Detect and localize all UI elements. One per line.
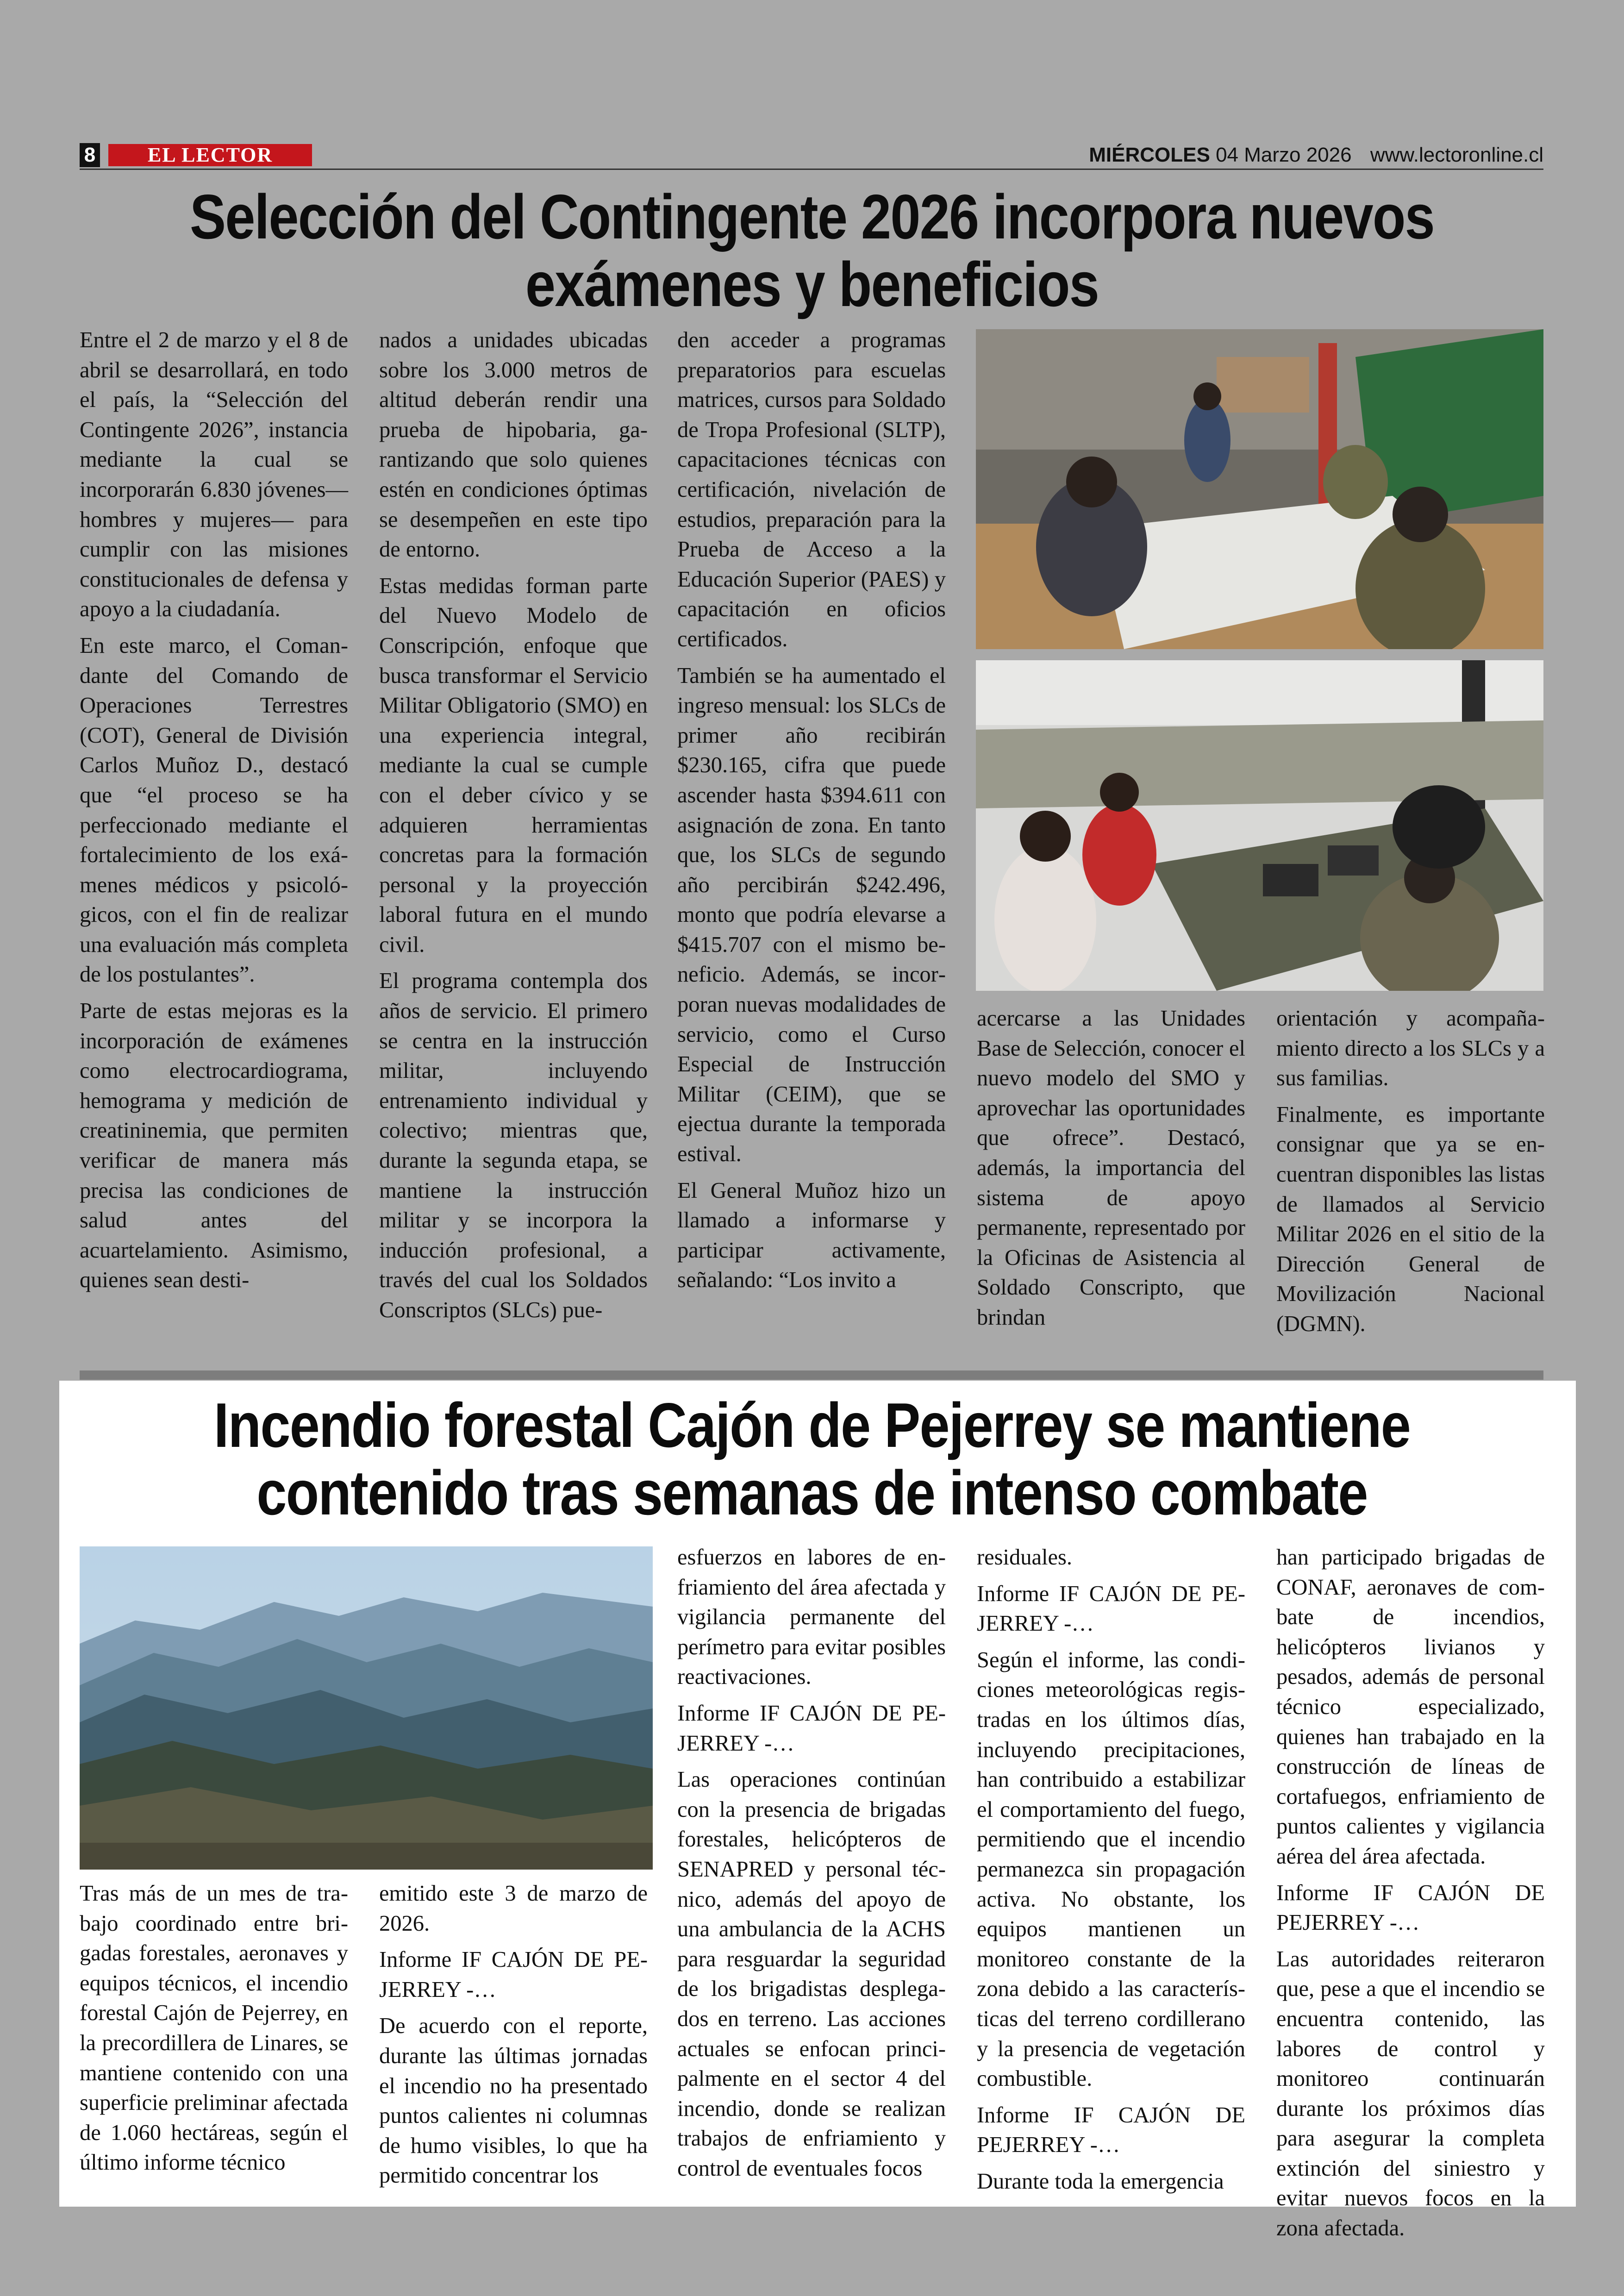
paragraph: En este marco, el Comandante del Comando de Operaciones Terrestres (COT), General de División Carlos Muñoz D., destacó que “el proceso se ha perfeccionado mediante el fortalecimiento de los exámenes médicos y psicológicos, con el fin de realizar una evaluación más completa de los postulantes”. (80, 633, 348, 987)
paragraph: den acceder a programas preparatorios para escuelas matrices, cursos para Soldado de Tropa Profesional (SLTP), capacitaciones técnicas con certificación, nivelación de estudios, preparación para la Prueba de Acceso a la Educación Superior (PAES) y capacitación en oficios certificados. (677, 328, 946, 651)
paragraph: acercarse a las Unidades Base de Selección, conocer el nuevo modelo del SMO y aprovechar las oportunidades que ofrece”. Destacó, además, la importancia del sistema de apoyo permanente, representado por la Oficinas de Asistencia al Soldado Conscripto, que brindan (977, 1006, 1245, 1330)
article1-column-4 (977, 1004, 1245, 1333)
page-number: 8 (80, 143, 100, 167)
paragraph: esfuerzos en labores de enfriamiento del área afectada y vigilancia permanente del perímetro para evitar posibles reactivaciones. (677, 1545, 946, 1689)
page-header (80, 141, 1543, 170)
issue-date: 04 Marzo 2026 (1216, 144, 1352, 166)
article1-column-3 (677, 325, 946, 1295)
issue-day: MIÉRCOLES (1089, 144, 1210, 166)
paragraph: orientación y acompañamiento directo a los SLCs y a sus familias. (1276, 1006, 1545, 1091)
article2-column-1 (80, 1879, 348, 2178)
article1-column-5 (1276, 1004, 1545, 1339)
paragraph: Según el informe, las condiciones meteorológicas registradas en los últimos días, incluyendo precipitaciones, han contribuido a estabilizar el comportamiento del fuego, permitiendo que el incendio permanezca sin propagación activa. No obstante, los equipos mantienen un monitoreo constante de la zona debido a las características del terreno cordillerano y la presencia de vegetación combustible. (977, 1647, 1245, 2091)
article2-column-3 (677, 1543, 946, 2183)
article1-headline-line2: exámenes y beneficios (525, 249, 1099, 319)
forest-fire-landscape-photo (80, 1546, 653, 1870)
paragraph: emitido este 3 de marzo de 2026. (379, 1881, 648, 1936)
article2-headline-line1: Incendio forestal Cajón de Pejerrey se mantiene (213, 1390, 1411, 1460)
paragraph: También se ha aumentado el ingreso mensual: los SLCs de primer año recibirán $230.165, cifra que puede ascender hasta $394.611 con asignación de zona. En tanto que, los SLCs de segundo año percibirán $242.496, monto que podría elevarse a $415.707 con el mismo beneficio. Además, se incorporan nuevas modalidades de servicio, como el Curso Especial de Instrucción Militar (CEIM), que se ejectua durante la temporada estival. (677, 663, 946, 1167)
paragraph: Parte de estas mejoras es la incorporación de exámenes como electrocardiograma, hemograma y medición de creatininemia, que permiten verificar de manera más precisa las condiciones de salud antes del acuartelamiento. Asimismo, quienes sean desti- (80, 999, 348, 1293)
report-subhead: Informe IF CAJÓN DE PEJERREY -… (977, 2102, 1245, 2158)
paragraph: nados a unidades ubicadas sobre los 3.000 metros de altitud deberán rendir una prueba de hipobaria, garantizando que solo quienes estén en condiciones óptimas se desempeñen en este tipo de entorno. (379, 328, 648, 562)
article2-headline (154, 1391, 1471, 1526)
paragraph: Las operaciones continúan con la presencia de brigadas forestales, helicópteros de SENAPRED y personal técnico, además del apoyo de una ambulancia de la ACHS para resguardar la seguridad de los brigadistas desplegados en terreno. Las acciones actuales se enfocan principalmente en el sector 4 del incendio, donde se realizan trabajos de enfriamiento y control de eventuales focos (677, 1767, 946, 2181)
paragraph: residuales. (977, 1545, 1073, 1570)
article2-column-4 (977, 1543, 1245, 2196)
paragraph: Finalmente, es importante consignar que ya se encuentran disponibles las listas de llamados al Servicio Militar 2026 en el sitio de la Dirección General de Movilización Nacional (DGMN). (1276, 1102, 1545, 1336)
website-url[interactable]: www.lectoronline.cl (1370, 144, 1543, 166)
report-subhead: Informe IF CAJÓN DE PEJERREY -… (977, 1581, 1245, 1636)
paragraph: El programa contempla dos años de servicio. El primero se centra en la instrucción militar, incluyendo entrenamiento individual y colectivo; mientras que, durante la segunda etapa, se mantiene la instrucción militar y se incorpora la inducción profesional, a través del cual los Soldados Conscriptos (SLCs) pue- (379, 969, 648, 1322)
article2-column-2 (379, 1879, 648, 2191)
paragraph: De acuerdo con el reporte, durante las últimas jornadas el incendio no ha presentado puntos calientes ni columnas de humo visibles, lo que ha permitido concentrar los (379, 2014, 648, 2188)
section-divider (80, 1370, 1543, 1380)
report-subhead: Informe IF CAJÓN DE PEJERREY -… (677, 1701, 946, 1756)
header-rule (80, 169, 1543, 170)
paragraph: Entre el 2 de marzo y el 8 de abril se desarrollará, en todo el país, la “Selección del Contingente 2026”, instancia mediante la cual se incorporarán 6.830 jóvenes—hombres y mujeres— para cumplir con las misiones constitucionales de defensa y apoyo a la ciudadanía. (80, 328, 348, 622)
paragraph: han participado brigadas de CONAF, aeronaves de combate de incendios, helicópteros livianos y pesados, además de personal técnico especializado, quienes han trabajado en la construcción de líneas de cortafuegos, enfriamiento de puntos calientes y vigilancia aérea del área afectada. (1276, 1545, 1545, 1869)
article1-headline-line1: Selección del Contingente 2026 incorpora nuevos (190, 181, 1434, 252)
paragraph: Las autoridades reiteraron que, pese a que el incendio se encuentra contenido, las labores de control y monitoreo continuarán durante los próximos días para asegurar la completa extinción del siniestro y evitar nuevos focos en la zona afectada. (1276, 1946, 1545, 2241)
paragraph: Tras más de un mes de trabajo coordinado entre brigadas forestales, aeronaves y equipos técnicos, el incendio forestal Cajón de Pejerrey, en la precordillera de Linares, se mantiene contenido con una superficie preliminar afectada de 1.060 hectáreas, según el último informe técnico (80, 1881, 348, 2175)
article2-column-5 (1276, 1543, 1545, 2244)
paragraph: Durante toda la emergencia (977, 2169, 1224, 2194)
report-subhead: Informe IF CAJÓN DE PEJERREY -… (1276, 1880, 1545, 1935)
selection-classroom-photo (976, 660, 1543, 991)
newspaper-logo: EL LECTOR (108, 144, 312, 166)
selection-registration-photo (976, 329, 1543, 649)
article1-headline (154, 183, 1471, 318)
paragraph: El General Muñoz hizo un llamado a informarse y participar activamente, señalando: “Los invito a (677, 1178, 946, 1293)
article1-column-1 (80, 325, 348, 1295)
header-meta (1089, 143, 1543, 167)
article2-headline-line2: contenido tras semanas de intenso combate (256, 1458, 1368, 1528)
article1-column-2 (379, 325, 648, 1326)
paragraph: Estas medidas forman parte del Nuevo Modelo de Conscripción, enfoque que busca transformar el Servicio Militar Obligatorio (SMO) en una experiencia integral, mediante la cual se cumple con el deber cívico y se adquieren herramientas concretas para la formación personal y la proyección laboral futura en el mundo civil. (379, 573, 648, 957)
report-subhead: Informe IF CAJÓN DE PEJERREY -… (379, 1947, 648, 2002)
